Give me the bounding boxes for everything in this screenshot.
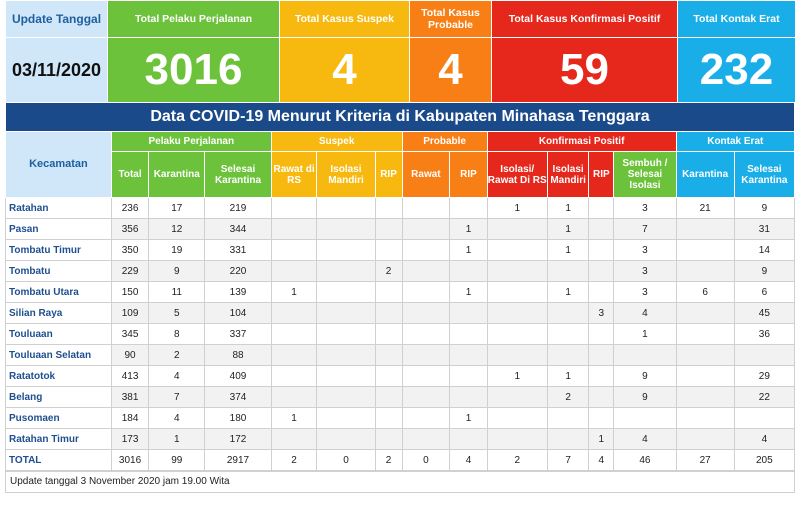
table-cell [676,408,734,429]
table-cell [317,429,375,450]
table-cell: 1 [487,366,547,387]
kecamatan-name: Touluaan Selatan [6,345,112,366]
table-cell [375,366,402,387]
card-value-kontak: 232 [678,38,796,103]
table-cell [589,198,614,219]
table-cell: 29 [734,366,794,387]
table-cell [589,324,614,345]
table-cell [271,429,317,450]
table-cell [317,408,375,429]
table-cell: 1 [450,408,487,429]
col-rip-positif: RIP [589,152,614,198]
kecamatan-name: Belang [6,387,112,408]
card-label-pelaku: Total Pelaku Perjalanan [108,1,280,38]
table-cell: 2 [547,387,589,408]
table-cell [547,345,589,366]
card-value-probable: 4 [410,38,492,103]
card-value-suspek: 4 [280,38,410,103]
kecamatan-name: Tombatu Utara [6,282,112,303]
table-row [6,282,795,303]
kecamatan-name: Pasan [6,219,112,240]
table-cell: 236 [111,198,148,219]
table-cell [375,345,402,366]
table-cell: 1 [271,408,317,429]
card-value-konfirmasi: 59 [492,38,678,103]
table-cell [676,240,734,261]
table-cell: 9 [614,387,676,408]
table-cell: 22 [734,387,794,408]
kecamatan-name: Ratahan [6,198,112,219]
table-cell [487,345,547,366]
table-cell: 3 [614,198,676,219]
table-cell [589,261,614,282]
table-cell: 4 [614,303,676,324]
table-cell [271,219,317,240]
table-cell [402,429,450,450]
table-cell: 2 [149,345,205,366]
table-cell [375,198,402,219]
table-cell: 2 [375,261,402,282]
table-cell [402,240,450,261]
table-cell [402,303,450,324]
table-cell [450,324,487,345]
table-cell: 381 [111,387,148,408]
table-cell [547,324,589,345]
table-cell: 21 [676,198,734,219]
table-cell [271,345,317,366]
table-cell [547,429,589,450]
table-cell: 4 [149,366,205,387]
table-cell [614,408,676,429]
table-row [6,261,795,282]
table-row [6,408,795,429]
table-cell [271,261,317,282]
table-cell: 2 [271,450,317,471]
table-cell: 139 [205,282,271,303]
table-cell: 9 [149,261,205,282]
table-cell [317,345,375,366]
table-row [6,198,795,219]
table-cell: 31 [734,219,794,240]
card-label-kontak: Total Kontak Erat [678,1,796,38]
col-total: Total [111,152,148,198]
table-cell: 1 [614,324,676,345]
table-cell [375,408,402,429]
table-cell [676,429,734,450]
table-cell: 220 [205,261,271,282]
kecamatan-name: Tombatu Timur [6,240,112,261]
table-cell: 4 [149,408,205,429]
table-cell: 229 [111,261,148,282]
table-cell [317,240,375,261]
table-row [6,219,795,240]
table-cell: 3016 [111,450,148,471]
table-cell: 6 [676,282,734,303]
table-cell [375,282,402,303]
table-cell [402,219,450,240]
table-cell: 4 [734,429,794,450]
table-cell: 6 [734,282,794,303]
table-cell: 7 [149,387,205,408]
table-cell [734,408,794,429]
col-rawat-rs: Rawat di RS [271,152,317,198]
kecamatan-name: Silian Raya [6,303,112,324]
table-cell: 9 [614,366,676,387]
update-footer: Update tanggal 3 November 2020 jam 19.00 Wita [5,471,795,493]
table-cell [547,408,589,429]
table-cell [317,261,375,282]
table-cell [317,387,375,408]
table-cell [487,408,547,429]
table-cell [547,261,589,282]
table-cell: 2 [375,450,402,471]
table-cell: 0 [402,450,450,471]
covid-dashboard [5,0,795,493]
table-cell: 1 [271,282,317,303]
table-row [6,303,795,324]
table-cell [676,366,734,387]
table-cell [402,345,450,366]
table-cell: 1 [450,219,487,240]
table-cell [375,429,402,450]
col-kontak-karantina: Karantina [676,152,734,198]
card-label-konfirmasi: Total Kasus Konfirmasi Positif [492,1,678,38]
table-cell: 2 [487,450,547,471]
table-row [6,345,795,366]
table-cell [402,366,450,387]
table-cell [402,387,450,408]
table-cell [317,198,375,219]
table-cell: 150 [111,282,148,303]
group-probable: Probable [402,132,487,152]
table-cell: 413 [111,366,148,387]
table-cell: 344 [205,219,271,240]
table-cell [375,324,402,345]
table-row [6,240,795,261]
table-cell: 1 [547,219,589,240]
table-cell [487,240,547,261]
table-cell: 173 [111,429,148,450]
table-cell: 1 [547,198,589,219]
kecamatan-name: Pusomaen [6,408,112,429]
kecamatan-name: TOTAL [6,450,112,471]
group-kontak: Kontak Erat [676,132,794,152]
table-cell [589,366,614,387]
table-cell [487,303,547,324]
update-label: Update Tanggal [6,1,108,38]
table-cell: 2917 [205,450,271,471]
table-cell [271,198,317,219]
total-row [6,450,795,471]
table-cell [317,324,375,345]
table-cell [271,366,317,387]
table-cell [676,345,734,366]
table-cell [734,345,794,366]
table-cell: 205 [734,450,794,471]
table-cell [317,303,375,324]
table-cell: 350 [111,240,148,261]
table-cell [402,261,450,282]
table-cell: 9 [734,261,794,282]
table-cell: 14 [734,240,794,261]
table-cell: 374 [205,387,271,408]
table-cell: 8 [149,324,205,345]
table-cell [487,261,547,282]
table-cell [450,345,487,366]
table-row [6,366,795,387]
table-cell: 1 [487,198,547,219]
table-cell [487,282,547,303]
table-cell: 4 [614,429,676,450]
group-suspek: Suspek [271,132,402,152]
table-cell [589,408,614,429]
table-cell [589,387,614,408]
table-cell [317,282,375,303]
table-cell [676,303,734,324]
table-cell [271,324,317,345]
table-cell [271,387,317,408]
table-cell [589,282,614,303]
table-cell [676,219,734,240]
table-cell: 345 [111,324,148,345]
table-cell: 7 [547,450,589,471]
col-rawat: Rawat [402,152,450,198]
table-cell: 1 [547,240,589,261]
table-cell [614,345,676,366]
table-cell: 3 [614,282,676,303]
table-cell [450,303,487,324]
table-cell: 1 [450,282,487,303]
kecamatan-name: Ratatotok [6,366,112,387]
table-cell [589,345,614,366]
col-rip-probable: RIP [450,152,487,198]
table-cell: 109 [111,303,148,324]
data-table [5,131,795,471]
table-cell [589,219,614,240]
table-cell: 5 [149,303,205,324]
table-cell [676,261,734,282]
table-cell [589,240,614,261]
card-label-probable: Total Kasus Probable [410,1,492,38]
table-cell: 45 [734,303,794,324]
kecamatan-header: Kecamatan [6,132,112,198]
table-cell [402,324,450,345]
table-cell: 27 [676,450,734,471]
table-cell: 0 [317,450,375,471]
page-title: Data COVID-19 Menurut Kriteria di Kabupaten Minahasa Tenggara [5,103,795,131]
table-cell [402,198,450,219]
table-cell [450,198,487,219]
table-cell [402,408,450,429]
table-cell [375,303,402,324]
table-cell: 11 [149,282,205,303]
table-cell [450,429,487,450]
table-cell: 1 [589,429,614,450]
table-cell: 4 [450,450,487,471]
table-cell: 1 [547,366,589,387]
col-isolasi-rawat-rs: Isolasi/ Rawat Di RS [487,152,547,198]
table-cell: 337 [205,324,271,345]
col-selesai-karantina: Selesai Karantina [205,152,271,198]
col-kontak-selesai: Selesai Karantina [734,152,794,198]
group-pelaku: Pelaku Perjalanan [111,132,271,152]
table-cell [450,261,487,282]
table-cell: 172 [205,429,271,450]
table-cell [487,324,547,345]
card-label-suspek: Total Kasus Suspek [280,1,410,38]
col-isolasi-mandiri: Isolasi Mandiri [317,152,375,198]
kecamatan-name: Ratahan Timur [6,429,112,450]
table-cell: 3 [589,303,614,324]
table-cell: 9 [734,198,794,219]
table-cell: 17 [149,198,205,219]
table-cell [487,429,547,450]
table-row [6,429,795,450]
table-cell: 3 [614,240,676,261]
summary-cards [5,0,796,103]
card-value-pelaku: 3016 [108,38,280,103]
table-cell: 88 [205,345,271,366]
table-cell: 19 [149,240,205,261]
table-cell: 99 [149,450,205,471]
table-cell [317,366,375,387]
table-cell [271,303,317,324]
table-cell [547,303,589,324]
table-cell [450,387,487,408]
table-cell: 46 [614,450,676,471]
table-cell [676,387,734,408]
table-cell [450,366,487,387]
col-isolasi-mandiri-positif: Isolasi Mandiri [547,152,589,198]
table-body [6,198,795,471]
table-cell: 12 [149,219,205,240]
table-cell [375,387,402,408]
kecamatan-name: Tombatu [6,261,112,282]
table-cell [317,219,375,240]
table-cell: 1 [547,282,589,303]
table-cell: 356 [111,219,148,240]
col-rip-suspek: RIP [375,152,402,198]
table-cell: 1 [149,429,205,450]
table-cell: 1 [450,240,487,261]
table-cell [271,240,317,261]
table-cell [487,387,547,408]
table-cell: 409 [205,366,271,387]
table-cell [375,219,402,240]
table-cell [375,240,402,261]
kecamatan-name: Touluaan [6,324,112,345]
table-cell: 7 [614,219,676,240]
table-cell: 36 [734,324,794,345]
table-cell: 4 [589,450,614,471]
table-cell: 3 [614,261,676,282]
table-cell: 90 [111,345,148,366]
table-cell [676,324,734,345]
table-cell: 331 [205,240,271,261]
col-karantina: Karantina [149,152,205,198]
table-cell: 180 [205,408,271,429]
update-date: 03/11/2020 [6,38,108,103]
table-cell [402,282,450,303]
table-cell: 219 [205,198,271,219]
table-cell: 184 [111,408,148,429]
group-konfirmasi: Konfirmasi Positif [487,132,676,152]
table-row [6,324,795,345]
table-row [6,387,795,408]
table-cell [487,219,547,240]
table-cell: 104 [205,303,271,324]
col-sembuh: Sembuh / Selesai Isolasi [614,152,676,198]
